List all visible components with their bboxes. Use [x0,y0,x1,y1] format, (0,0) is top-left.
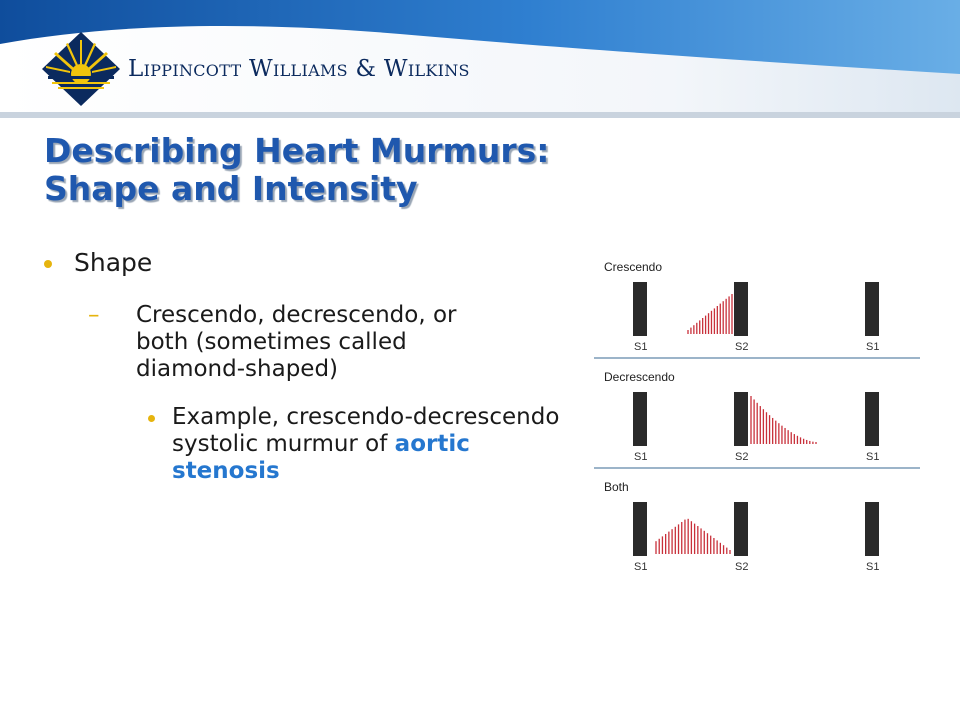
title-line-1: Describing Heart Murmurs: [44,131,550,170]
heart-sound-label: S1 [634,451,648,463]
heart-sound-bar [734,282,748,336]
panel-label-both: Both [604,480,629,494]
heart-sound-bar [865,392,879,446]
heart-sound-label: S2 [735,561,749,573]
title-line-2: Shape and Intensity [44,169,418,208]
heart-sound-bar [865,502,879,556]
heart-sound-bar [865,282,879,336]
publisher-name: Lippincott Williams & Wilkins [128,56,470,82]
example-text [172,404,572,485]
heart-sound-label: S2 [735,451,749,463]
sub-bullet-text: Crescendo, decrescendo, or both (sometimes called diamond-shaped) [136,302,457,382]
dash-icon: – [88,302,100,328]
panel-label-decrescendo: Decrescendo [604,370,675,384]
bullet-dot-icon [44,260,52,268]
heart-sound-bar [633,392,647,446]
heart-sound-bar [734,392,748,446]
heart-sound-label: S1 [634,341,648,353]
heart-sound-label: S2 [735,341,749,353]
bullet-dot-icon [148,415,155,422]
example-prefix: Example, crescendo-decrescendo systolic murmur of [172,404,560,457]
header-banner [0,0,960,118]
heart-sound-label: S1 [866,341,880,353]
murmur-diagram [594,254,924,584]
heart-sound-bar [633,282,647,336]
heart-sound-label: S1 [866,561,880,573]
panel-label-crescendo: Crescendo [604,260,663,274]
bullet-shape-text: Shape [74,248,153,277]
heart-sound-bar [633,502,647,556]
slide-title [44,132,550,208]
murmur-shape-figure [594,254,924,584]
heart-sound-label: S1 [634,561,648,573]
heart-sound-label: S1 [866,451,880,463]
publisher-logo-icon [40,30,122,108]
heart-sound-bar [734,502,748,556]
aortic-stenosis-highlight: aortic stenosis [172,431,470,484]
